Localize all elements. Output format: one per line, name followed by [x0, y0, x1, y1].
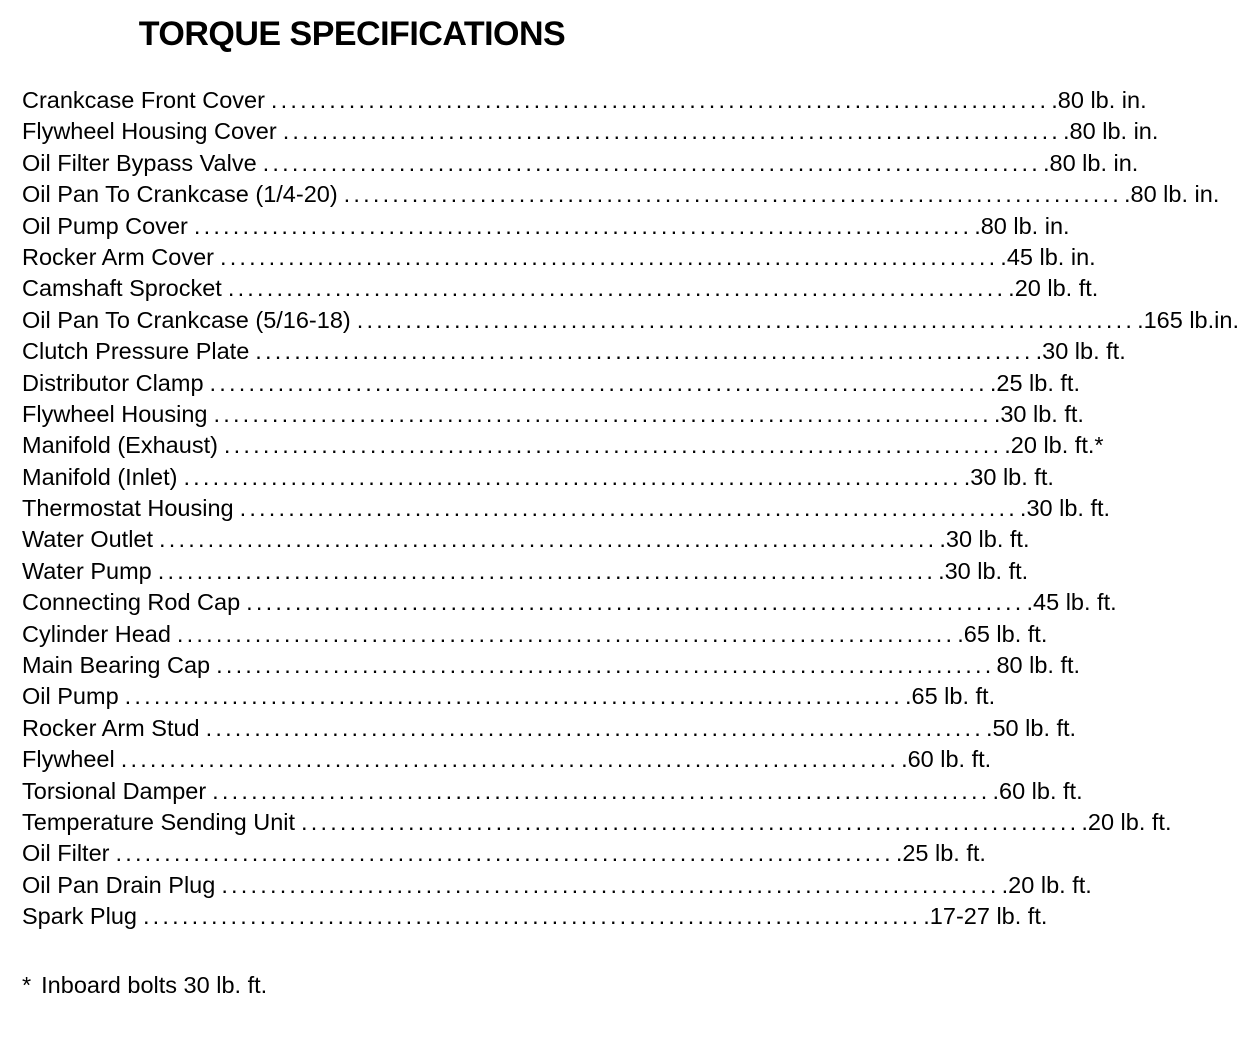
spec-name: Water Pump [22, 557, 152, 584]
dot-leader: ................................................................................ [356, 306, 1136, 333]
spec-name: Connecting Rod Cap [22, 589, 241, 616]
dot-leader: ................................................................................ [221, 871, 1000, 898]
dot-leader: ................................................................................ [216, 652, 995, 679]
spec-row [22, 179, 1220, 210]
footnote-text: Inboard bolts 30 lb. ft. [41, 972, 268, 998]
spec-value: .80 lb. in. [1051, 87, 1147, 113]
spec-value: .20 lb. ft.* [1004, 432, 1104, 459]
spec-value: .30 lb. ft. [963, 463, 1054, 490]
dot-leader: ................................................................................ [157, 557, 937, 584]
spec-row [22, 462, 1054, 493]
spec-value: .60 lb. ft. [901, 746, 992, 773]
spec-row [22, 524, 1030, 555]
spec-name: Manifold (Exhaust) [22, 432, 218, 459]
spec-name: Oil Filter Bypass Valve [22, 149, 257, 176]
spec-name: Oil Pan To Crankcase (1/4-20) [22, 181, 338, 208]
spec-name: Torsional Damper [22, 777, 207, 804]
dot-leader: ................................................................................ [115, 840, 894, 867]
spec-value: .17-27 lb. ft. [923, 903, 1048, 930]
dot-leader: ................................................................................ [246, 589, 1025, 616]
spec-row [22, 776, 1083, 807]
spec-name: Manifold (Inlet) [22, 463, 178, 490]
spec-value: .165 lb.in. [1137, 306, 1239, 333]
dot-leader: ................................................................................ [120, 746, 900, 773]
dot-leader: ................................................................................ [205, 714, 984, 741]
spec-value: .65 lb. ft. [957, 620, 1048, 647]
spec-row [22, 211, 1070, 242]
footnote [22, 970, 267, 1001]
dot-leader: ................................................................................ [301, 808, 1080, 835]
page-title: TORQUE SPECIFICATIONS [138, 15, 566, 53]
spec-name: Flywheel Housing [22, 400, 208, 427]
spec-row [22, 273, 1099, 304]
spec-row [22, 399, 1084, 430]
spec-name: Rocker Arm Stud [22, 714, 200, 741]
spec-name: Temperature Sending Unit [22, 808, 296, 835]
spec-value: .80 lb. in. [1063, 118, 1159, 145]
dot-leader: ................................................................................ [262, 149, 1041, 176]
spec-row [22, 368, 1080, 399]
spec-row [22, 650, 1081, 681]
spec-name: Cylinder Head [22, 620, 171, 647]
dot-leader: ................................................................................ [124, 683, 903, 710]
spec-value: .20 lb. ft. [1081, 808, 1172, 835]
spec-row [22, 148, 1139, 179]
spec-row [22, 807, 1172, 838]
spec-value: .20 lb. ft. [1008, 275, 1099, 302]
spec-name: Oil Pump [22, 683, 119, 710]
dot-leader: ................................................................................ [176, 620, 956, 647]
dot-leader: ................................................................................ [193, 212, 973, 239]
spec-row [22, 870, 1092, 901]
dot-leader: ................................................................................ [227, 275, 1007, 302]
spec-name: Distributor Clamp [22, 369, 204, 396]
spec-row [22, 305, 1239, 336]
spec-name: Oil Pump Cover [22, 212, 188, 239]
torque-spec-list [22, 85, 1239, 933]
spec-value: .25 lb. ft. [895, 840, 986, 867]
spec-row [22, 619, 1048, 650]
dot-leader: ................................................................................ [212, 777, 991, 804]
spec-value: .45 lb. in. [1000, 243, 1096, 270]
spec-value: .50 lb. ft. [985, 714, 1077, 741]
spec-value: .25 lb. ft. [989, 369, 1080, 396]
dot-leader: ................................................................................ [270, 87, 1050, 113]
spec-value: .65 lb. ft. [904, 683, 996, 710]
spec-name: Flywheel [22, 746, 115, 773]
dot-leader: ................................................................................ [159, 526, 938, 553]
dot-leader: ................................................................................ [343, 181, 1122, 208]
spec-value: .30 lb. ft. [993, 400, 1084, 427]
spec-name: Thermostat Housing [22, 495, 234, 522]
footnote-marker: * [22, 972, 32, 998]
spec-name: Crankcase Front Cover [22, 87, 265, 113]
dot-leader: ................................................................................ [213, 400, 992, 427]
spec-row [22, 587, 1117, 618]
spec-row [22, 336, 1126, 367]
spec-value: .20 lb. ft. [1001, 871, 1092, 898]
spec-row [22, 838, 986, 869]
spec-name: Water Outlet [22, 526, 154, 553]
spec-name: Spark Plug [22, 903, 137, 930]
spec-value: .45 lb. ft. [1026, 589, 1117, 616]
dot-leader: ................................................................................ [223, 432, 1003, 459]
spec-name: Oil Filter [22, 840, 110, 867]
spec-row [22, 901, 1048, 932]
dot-leader: ................................................................................ [183, 463, 962, 490]
spec-value: .80 lb. in. [974, 212, 1070, 239]
spec-name: Camshaft Sprocket [22, 275, 222, 302]
dot-leader: ................................................................................ [282, 118, 1062, 145]
dot-leader: ................................................................................ [209, 369, 988, 396]
spec-name: Main Bearing Cap [22, 652, 211, 679]
spec-row [22, 681, 996, 712]
dot-leader: ................................................................................ [142, 903, 922, 930]
spec-row [22, 242, 1096, 273]
spec-name: Oil Pan Drain Plug [22, 871, 216, 898]
spec-value: .30 lb. ft. [1019, 495, 1111, 522]
spec-name: Oil Pan To Crankcase (5/16-18) [22, 306, 351, 333]
spec-value: .60 lb. ft. [992, 777, 1083, 804]
spec-value: .30 lb. ft. [1035, 338, 1126, 365]
spec-value: .80 lb. in. [1123, 181, 1220, 208]
dot-leader: ................................................................................ [239, 495, 1018, 522]
spec-name: Rocker Arm Cover [22, 243, 214, 270]
spec-row [22, 430, 1104, 461]
dot-leader: ................................................................................ [255, 338, 1034, 365]
spec-value: 80 lb. ft. [996, 652, 1081, 679]
spec-row [22, 116, 1159, 147]
spec-name: Flywheel Housing Cover [22, 118, 277, 145]
spec-value: .30 lb. ft. [939, 526, 1030, 553]
spec-value: .30 lb. ft. [938, 557, 1029, 584]
spec-row [22, 713, 1077, 744]
spec-value: .80 lb. in. [1042, 149, 1139, 176]
spec-row [22, 744, 992, 775]
spec-name: Clutch Pressure Plate [22, 338, 250, 365]
spec-row [22, 85, 1147, 116]
spec-row [22, 556, 1029, 587]
dot-leader: ................................................................................ [219, 243, 999, 270]
spec-row [22, 493, 1111, 524]
